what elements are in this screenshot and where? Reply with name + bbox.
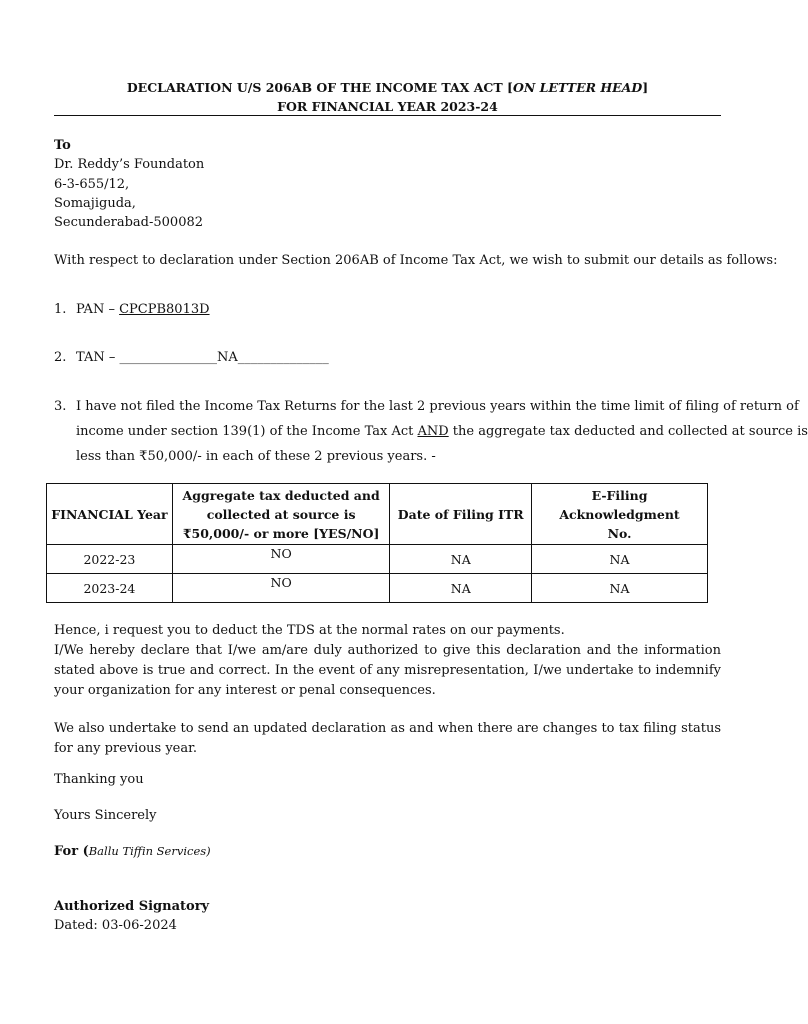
- pan-number: CPCPB8013D: [119, 302, 210, 317]
- dated-text: Dated: 03-06-2024: [54, 918, 177, 933]
- sincerely-text: Yours Sincerely: [54, 808, 157, 823]
- table-header-row: [47, 484, 708, 545]
- table-row: 2022-23 NO NA NA: [47, 545, 708, 574]
- document-title: [54, 78, 721, 116]
- title-line-1: DECLARATION U/S 206AB OF THE INCOME TAX ACT [ON LETTER HEAD]: [126, 80, 649, 95]
- title-line-2: FOR FINANCIAL YEAR 2023-24: [277, 99, 498, 114]
- thanking-text: Thanking you: [54, 772, 144, 787]
- tds-table: [46, 483, 708, 603]
- address-line: Dr. Reddy’s Foundaton: [54, 157, 205, 172]
- address-to: To: [54, 138, 71, 153]
- table-row: 2023-24 NO NA NA: [47, 574, 708, 603]
- company-name: Ballu Tiffin Services): [88, 844, 211, 858]
- undertaking-text: We also undertake to send an updated declaration as and when there are changes to tax filing status for any previous year.: [54, 721, 721, 756]
- header-filing-date: Date of Filing ITR: [390, 484, 532, 545]
- address-line: 6-3-655/12,: [54, 177, 130, 192]
- address-line: Secunderabad-500082: [54, 215, 204, 230]
- declaration-page: DECLARATION U/S 206AB OF THE INCOME TAX ACT [ON LETTER HEAD] FOR FINANCIAL YEAR 2023-24 To Dr. Reddy’s Foundaton 6-3-655/12, Somajiguda, Secunderabad-500082 With respect to declaration under Section 206AB of Income Tax Act, we wish to submit our details as follows: 1. PAN – CPCPB8013D 2. TAN – _______________NA______________ 3. I have not filed the Income Tax Returns for the last 2 previous years within the time limit of filing of return of income under section 139(1) of the Income Tax Act AND the aggregate tax deducted and collected at source is less than ₹50,000/- in each of these 2 previous years. - FINANCIAL Year Aggregate tax deducted and collected at source is ₹50,000/- or more [YES/NO] Date of Filing ITR E-Filing Acknowledgment No. 2022-23 NO NA NA 2023-24 NO NA NA Hence, i request you to deduct the TDS at the normal rates on our payments. I/We hereby declare that I/we am/are duly authorized to give this declaration and the information stated above is true and correct. In the event of any misrepresentation, I/we undertake to indemnify your organization for any interest or penal consequences. We also undertake to send an updated declaration as and when there are changes to tax filing status for any previous year. Thanking you Yours Sincerely For (Ballu Tiffin Services) Authorized Signatory Dated: 03-06-2024: [0, 0, 768, 1024]
- header-financial-year: FINANCIAL Year: [47, 484, 173, 545]
- for-company: For (Ballu Tiffin Services): [54, 844, 211, 859]
- address-line: Somajiguda,: [54, 196, 136, 211]
- header-ack-no: E-Filing Acknowledgment No.: [532, 484, 708, 545]
- declaration-text: I/We hereby declare that I/we am/are duly authorized to give this declaration and the information stated above is true and correct. In the event of any misrepresentation, I/we undertake to indemnify your organization for any interest or penal consequences.: [54, 643, 721, 698]
- header-aggregate-tax: Aggregate tax deducted and collected at source is ₹50,000/- or more [YES/NO]: [172, 484, 390, 545]
- request-text: Hence, i request you to deduct the TDS at the normal rates on our payments.: [54, 623, 565, 638]
- item-itr: 3. I have not filed the Income Tax Returns for the last 2 previous years within the time limit of filing of return of income under section 139(1) of the Income Tax Act AND the aggregate tax deducted and collected at source is less than ₹50,000/- in each of these 2 previous years. -: [54, 399, 808, 464]
- intro-text: With respect to declaration under Section 206AB of Income Tax Act, we wish to submit our details as follows:: [54, 253, 778, 268]
- title-divider: [54, 115, 721, 116]
- authorized-signatory: Authorized Signatory: [54, 899, 210, 914]
